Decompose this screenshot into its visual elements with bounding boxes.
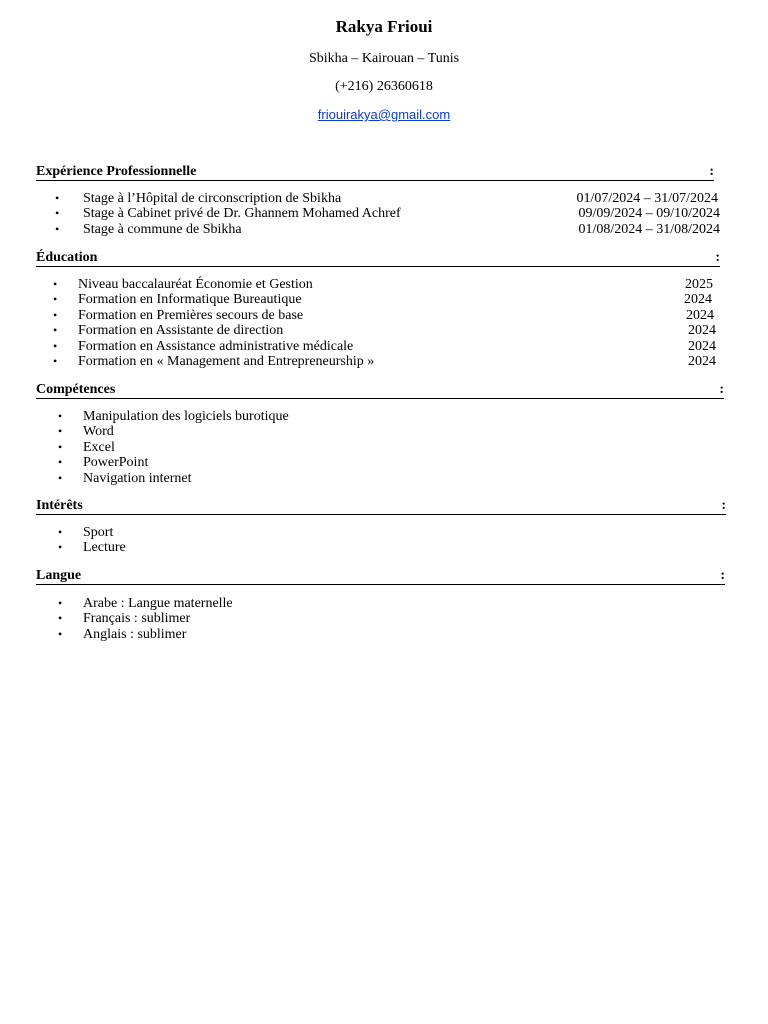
experience-list [0,191,768,237]
list-item [0,354,768,369]
experience-item-date: 01/08/2024 – 31/08/2024 [578,221,720,237]
skill-item-text: Excel [83,439,115,455]
section-title-experience [36,164,714,181]
section-title-skills [36,382,724,399]
bullet-icon: • [58,439,63,454]
bullet-icon: • [58,455,63,470]
education-item-text: Formation en « Management and Entrepreneurship » [78,353,375,369]
bullet-icon: • [53,292,58,307]
bullet-icon: • [58,626,63,641]
section-title-skills-colon: : [719,382,724,397]
languages-list [0,596,768,642]
bullet-icon: • [58,409,63,423]
experience-item-date: 01/07/2024 – 31/07/2024 [576,191,718,206]
bullet-icon: • [58,470,63,485]
skill-item-text: Navigation internet [83,470,192,486]
list-item [0,540,768,555]
section-title-interests-colon: : [721,498,726,513]
interest-item-text: Lecture [83,540,126,556]
section-title-interests [36,498,726,515]
phone-line: (+216) 26360618 [335,79,433,94]
education-item-text: Formation en Assistance administrative médicale [78,338,354,354]
interests-list [0,525,768,556]
language-item-text: Français : sublimer [83,611,191,627]
bullet-icon: • [53,277,58,291]
section-title-languages-label: Langue [36,568,82,583]
list-item [0,611,768,626]
list-item [0,424,768,439]
education-list [0,277,768,369]
section-title-education-colon: : [715,250,720,265]
experience-item-date: 09/09/2024 – 09/10/2024 [578,206,720,222]
list-item [0,323,768,338]
list-item [0,292,768,307]
list-item [0,525,768,540]
education-item-date: 2024 [688,323,716,339]
bullet-icon: • [55,221,60,236]
section-title-languages [36,568,725,585]
list-item [0,627,768,642]
bullet-icon: • [58,540,63,555]
skill-item-text: Word [83,424,114,440]
experience-item-text: Stage à l’Hôpital de circonscription de Sbikha [83,191,342,206]
section-title-education [36,250,720,267]
section-title-education-label: Éducation [36,250,98,265]
email-link[interactable]: friouirakya@gmail.com [317,107,451,122]
person-name: Rakya Frioui [335,17,433,36]
experience-item-text: Stage à commune de Sbikha [83,221,242,237]
list-item [0,455,768,470]
skill-item-text: Manipulation des logiciels burotique [83,409,289,424]
list-item [0,471,768,486]
bullet-icon: • [55,191,60,205]
list-item [0,277,768,292]
skill-item-text: PowerPoint [83,455,149,471]
education-item-date: 2024 [686,307,714,323]
section-title-experience-colon: : [709,164,714,179]
interest-item-text: Sport [83,525,114,540]
section-title-experience-label: Expérience Professionnelle [36,164,197,179]
list-item [0,596,768,611]
list-item [0,191,768,206]
education-item-date: 2025 [685,277,713,292]
bullet-icon: • [53,338,58,353]
list-item [0,440,768,455]
education-item-date: 2024 [688,353,716,369]
address-line: Sbikha – Kairouan – Tunis [308,51,460,66]
bullet-icon: • [53,323,58,338]
section-title-interests-label: Intérêts [36,498,83,513]
education-item-text: Formation en Assistante de direction [78,323,284,339]
bullet-icon: • [58,596,63,610]
education-item-text: Formation en Informatique Bureautique [78,292,302,308]
bullet-icon: • [58,525,63,539]
bullet-icon: • [53,307,58,322]
education-item-date: 2024 [684,292,712,308]
bullet-icon: • [58,611,63,626]
list-item [0,308,768,323]
language-item-text: Arabe : Langue maternelle [83,596,233,611]
language-item-text: Anglais : sublimer [83,626,187,642]
list-item [0,409,768,424]
education-item-text: Niveau baccalauréat Économie et Gestion [78,277,313,292]
bullet-icon: • [55,206,60,221]
section-title-skills-label: Compétences [36,382,116,397]
list-item [0,339,768,354]
education-item-date: 2024 [688,338,716,354]
bullet-icon: • [53,353,58,368]
section-title-languages-colon: : [720,568,725,583]
experience-item-text: Stage à Cabinet privé de Dr. Ghannem Mohamed Achref [83,206,401,222]
education-item-text: Formation en Premières secours de base [78,307,304,323]
skills-list [0,409,768,486]
bullet-icon: • [58,424,63,439]
list-item [0,222,768,237]
list-item [0,206,768,221]
